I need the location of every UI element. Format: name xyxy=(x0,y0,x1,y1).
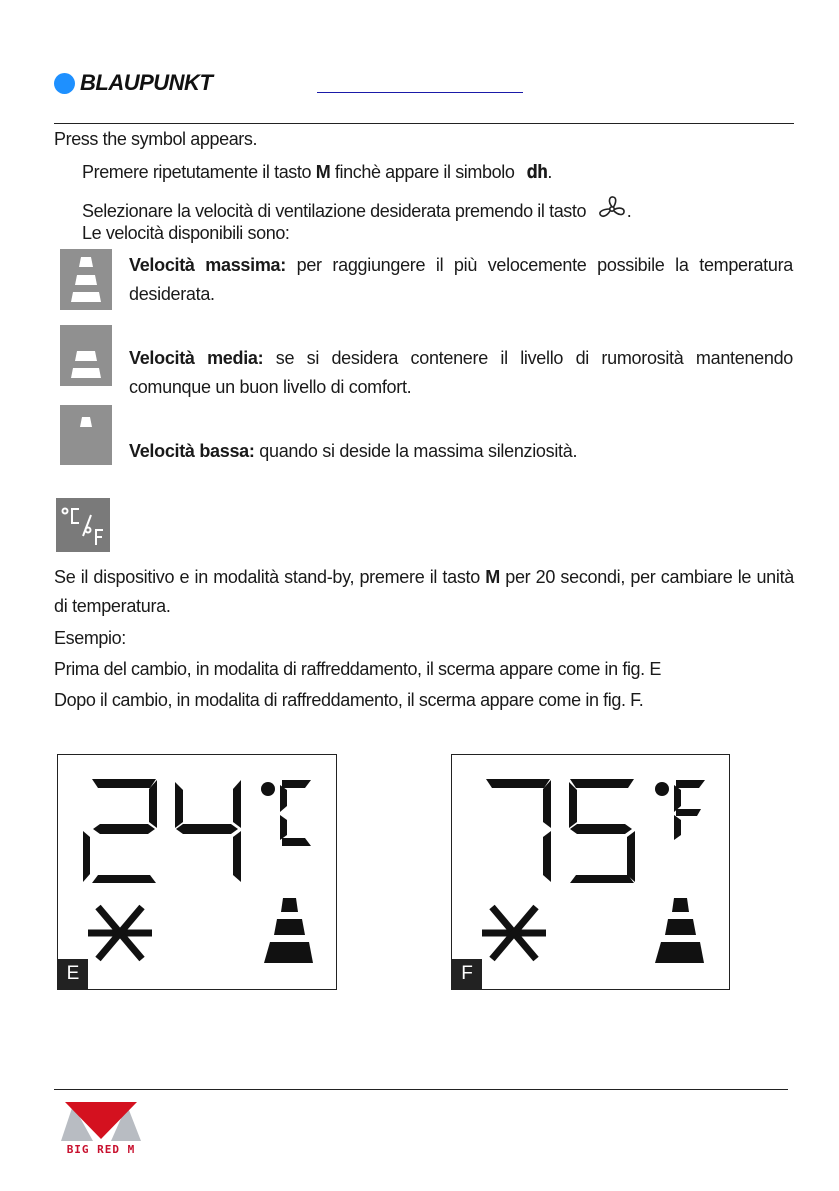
fan-icon xyxy=(597,194,627,224)
example-label: Esempio: xyxy=(54,628,126,648)
lcd-digit-5 xyxy=(569,779,635,883)
lcd-figure-e xyxy=(57,754,337,990)
units-paragraph: Se il dispositivo e in modalità stand-by, premere il tasto M per 20 secondi, per cambiare le unità di temperatura. xyxy=(54,567,794,616)
celsius-fahrenheit-icon xyxy=(56,498,110,552)
lcd-figure-f xyxy=(451,754,730,990)
lcd-digit-7 xyxy=(486,779,551,882)
lcd-degree xyxy=(261,782,275,796)
step-2: Selezionare la velocità di ventilazione desiderata premendo il tasto . xyxy=(82,194,631,224)
snowflake-icon xyxy=(482,907,546,959)
lcd-unit-f xyxy=(674,780,705,840)
fan-speed-medium-icon xyxy=(60,325,112,386)
example-before: Prima del cambio, in modalita di raffreddamento, il scerma appare come in fig. E xyxy=(54,659,661,679)
step-1: Premere ripetutamente il tasto M finchè appare il simbolo dh. xyxy=(82,161,552,183)
example-after: Dopo il cambio, in modalita di raffreddamento, il scerma appare come in fig. F. xyxy=(54,690,644,710)
key-m: M xyxy=(485,567,500,587)
lcd-digit-2 xyxy=(83,779,157,883)
step-3: Le velocità disponibili sono: xyxy=(82,223,290,243)
fan-speed-high-icon xyxy=(60,249,112,310)
lcd-digit-4 xyxy=(175,780,241,882)
brand-logo xyxy=(54,70,212,96)
snowflake-icon xyxy=(88,907,152,959)
key-m: M xyxy=(315,162,331,182)
brand-dot-icon xyxy=(54,73,75,94)
footer-divider xyxy=(54,1089,788,1090)
header-divider xyxy=(54,123,794,124)
figure-label: F xyxy=(452,959,482,989)
lcd-unit-c xyxy=(280,780,311,846)
speed-high-desc: Velocità massima: per raggiungere il più velocemente possibile la temperatura desiderata. xyxy=(129,255,793,304)
header-link-underline xyxy=(317,92,523,93)
figure-label: E xyxy=(58,959,88,989)
fan-level-icon xyxy=(655,898,704,963)
speed-medium-desc: Velocità media: se si desidera contenere il livello di rumorosità mantenendo comunque un buon livello di comfort. xyxy=(129,348,793,397)
lcd-degree xyxy=(655,782,669,796)
fan-speed-low-icon xyxy=(60,405,112,465)
intro-text: Press the symbol appears. xyxy=(54,129,258,149)
brand-name: BLAUPUNKT xyxy=(80,70,213,95)
speed-low-desc: Velocità bassa: quando si deside la massima silenziosità. xyxy=(129,441,578,461)
logo-caption: BIG RED M xyxy=(66,1143,136,1156)
dh-symbol-icon: dh xyxy=(526,161,548,183)
fan-level-icon xyxy=(264,898,313,963)
